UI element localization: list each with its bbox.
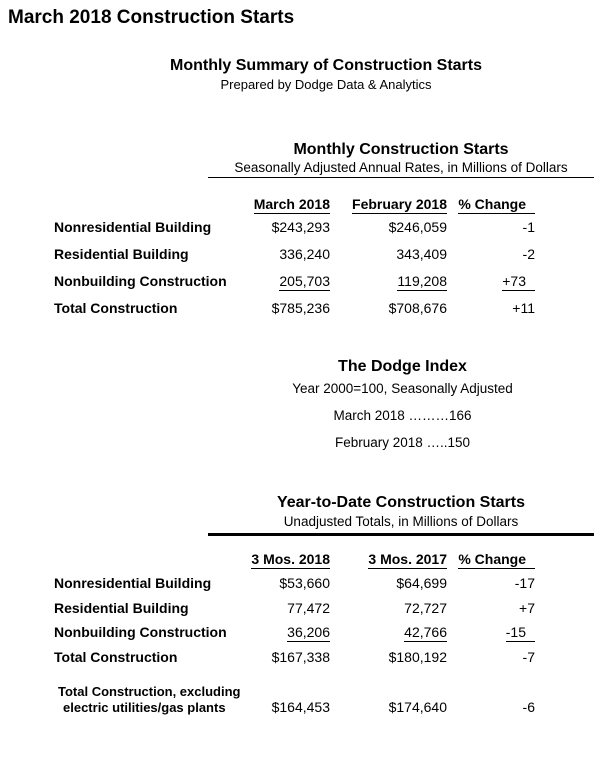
value-cell: $167,338	[271, 649, 330, 665]
pct-change-cell: +7	[519, 600, 535, 616]
row-label: Residential Building	[54, 600, 189, 616]
value-cell: 72,727	[404, 600, 447, 616]
monthly-section-title: Monthly Construction Starts	[293, 141, 509, 158]
monthly-column-header-pct-change: % Change	[452, 196, 535, 213]
row-label: Nonbuilding Construction	[54, 624, 227, 640]
table-row	[0, 246, 600, 263]
table-row	[0, 300, 600, 317]
value-cell: 205,703	[279, 273, 330, 289]
table-row	[0, 699, 600, 716]
ytd-column-header-3mos-2017: 3 Mos. 2017	[368, 551, 447, 567]
row-label: Total Construction	[54, 300, 178, 316]
ytd-header-row	[0, 551, 600, 568]
dodge-index-entry: February 2018 …..150	[334, 435, 471, 450]
pct-change-cell: +11	[512, 300, 535, 316]
value-cell: $708,676	[388, 300, 447, 316]
ytd-section-subtitle: Unadjusted Totals, in Millions of Dollars	[208, 514, 594, 536]
value-cell: $174,640	[388, 699, 447, 715]
table-row	[0, 219, 600, 236]
value-cell: $785,236	[271, 300, 330, 316]
table-row	[0, 575, 600, 592]
pct-change-cell: -7	[522, 649, 535, 665]
dodge-index-subtitle: Year 2000=100, Seasonally Adjusted	[292, 381, 513, 396]
pct-change-cell: -15	[452, 624, 535, 641]
value-cell: 42,766	[404, 624, 447, 640]
row-label: Nonbuilding Construction	[54, 273, 227, 289]
summary-subtitle: Prepared by Dodge Data & Analytics	[220, 77, 432, 92]
ytd-column-header-3mos-2018: 3 Mos. 2018	[251, 551, 330, 567]
dodge-index-title: The Dodge Index	[338, 358, 467, 375]
value-cell: $180,192	[388, 649, 447, 665]
monthly-header-row	[0, 196, 600, 213]
monthly-column-header-march-2018: March 2018	[253, 196, 330, 212]
table-row	[0, 600, 600, 617]
table-row	[0, 273, 600, 290]
value-cell: $243,293	[271, 219, 330, 235]
value-cell: $246,059	[388, 219, 447, 235]
ytd-column-header-pct-change: % Change	[452, 551, 535, 568]
row-label-excluding-line1: Total Construction, excluding	[58, 684, 241, 699]
summary-header	[76, 56, 576, 93]
value-cell: $53,660	[279, 575, 330, 591]
value-cell: $164,453	[271, 699, 330, 715]
pct-change-cell: +73	[452, 273, 535, 290]
monthly-column-header-february-2018: February 2018	[352, 196, 447, 212]
value-cell: 343,409	[396, 246, 447, 262]
row-label: Nonresidential Building	[54, 575, 212, 591]
value-cell: 36,206	[287, 624, 330, 640]
row-label: Nonresidential Building	[54, 219, 212, 235]
row-label: Residential Building	[54, 246, 189, 262]
dodge-index-section	[210, 357, 595, 451]
row-label: Total Construction	[54, 649, 178, 665]
pct-change-cell: -2	[522, 246, 535, 262]
table-row	[0, 649, 600, 666]
value-cell: $64,699	[396, 575, 447, 591]
value-cell: 119,208	[397, 273, 447, 289]
pct-change-cell: -6	[522, 699, 535, 715]
summary-title: Monthly Summary of Construction Starts	[169, 57, 483, 74]
ytd-section-title: Year-to-Date Construction Starts	[276, 494, 526, 511]
value-cell: 336,240	[279, 246, 330, 262]
table-row	[0, 624, 600, 641]
monthly-section-subtitle: Seasonally Adjusted Annual Rates, in Millions of Dollars	[208, 160, 594, 178]
pct-change-cell: -1	[522, 219, 535, 235]
page-title: March 2018 Construction Starts	[8, 7, 295, 28]
row-label-excluding-line2: electric utilities/gas plants	[63, 700, 226, 715]
value-cell: 77,472	[287, 600, 330, 616]
dodge-index-entry: March 2018 ………166	[333, 408, 472, 423]
pct-change-cell: -17	[514, 575, 535, 591]
